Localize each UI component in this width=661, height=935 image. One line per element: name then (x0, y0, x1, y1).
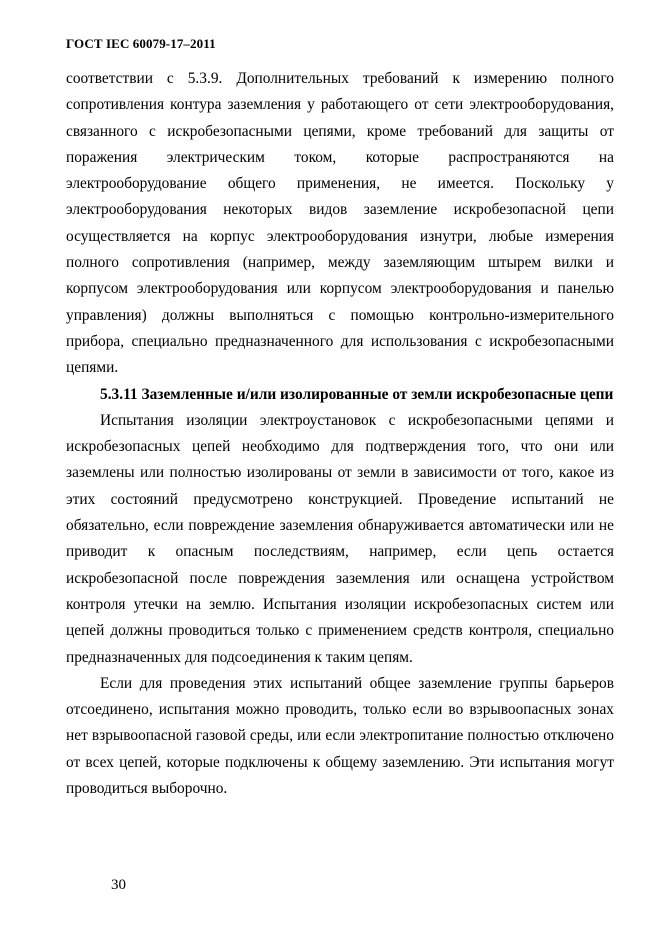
page-number: 30 (111, 877, 126, 893)
page-body (66, 66, 614, 802)
paragraph-continuation: соответствии с 5.3.9. Дополнительных требований к измерению полного сопротивления контура заземления у работающего от сети электрооборудования, связанного с искробезопасными цепями, кроме требований для защиты от поражения электрическим током, которые распространяются на электрооборудование общего применения, не имеется. Поскольку у электрооборудования некоторых видов заземление искробезопасной цепи осуществляется на корпус электрооборудования изнутри, любые измерения полного сопротивления (например, между заземляющим штырем вилки и корпусом электрооборудования или корпусом электрооборудования и панелью управления) должны выполняться с помощью контрольно-измерительного прибора, специально предназначенного для использования с искробезопасными цепями. (66, 70, 614, 377)
document-header: ГОСТ IEC 60079-17–2011 (66, 36, 216, 51)
section-heading: 5.3.11 Заземленные и/или изолированные от земли искробезопасные цепи (100, 385, 614, 403)
paragraph-insulation-tests: Испытания изоляции электроустановок с искробезопасными цепями и искробезопасных цепей необходимо для подтверждения того, что они или заземлены или полностью изолированы от земли в зависимости от того, какое из этих состояний предусмотрено конструкцией. Проведение испытаний не обязательно, если повреждение заземления обнаруживается автоматически или не приводит к опасным последствиям, например, если цепь остается искробезопасной после повреждения заземления или оснащена устройством контроля утечки на землю. Испытания изоляции искробезопасных систем или цепей должны проводиться только с применением средств контроля, специально предназначенных для подсоединения к таким цепям. (66, 411, 614, 666)
paragraph-barrier-earthing: Если для проведения этих испытаний общее заземление группы барьеров отсоединено, испытания можно проводить, только если во взрывоопасных зонах нет взрывоопасной газовой среды, или если электропитание полностью отключено от всех цепей, которые подключены к общему заземлению. Эти испытания могут проводиться выборочно. (66, 674, 614, 798)
